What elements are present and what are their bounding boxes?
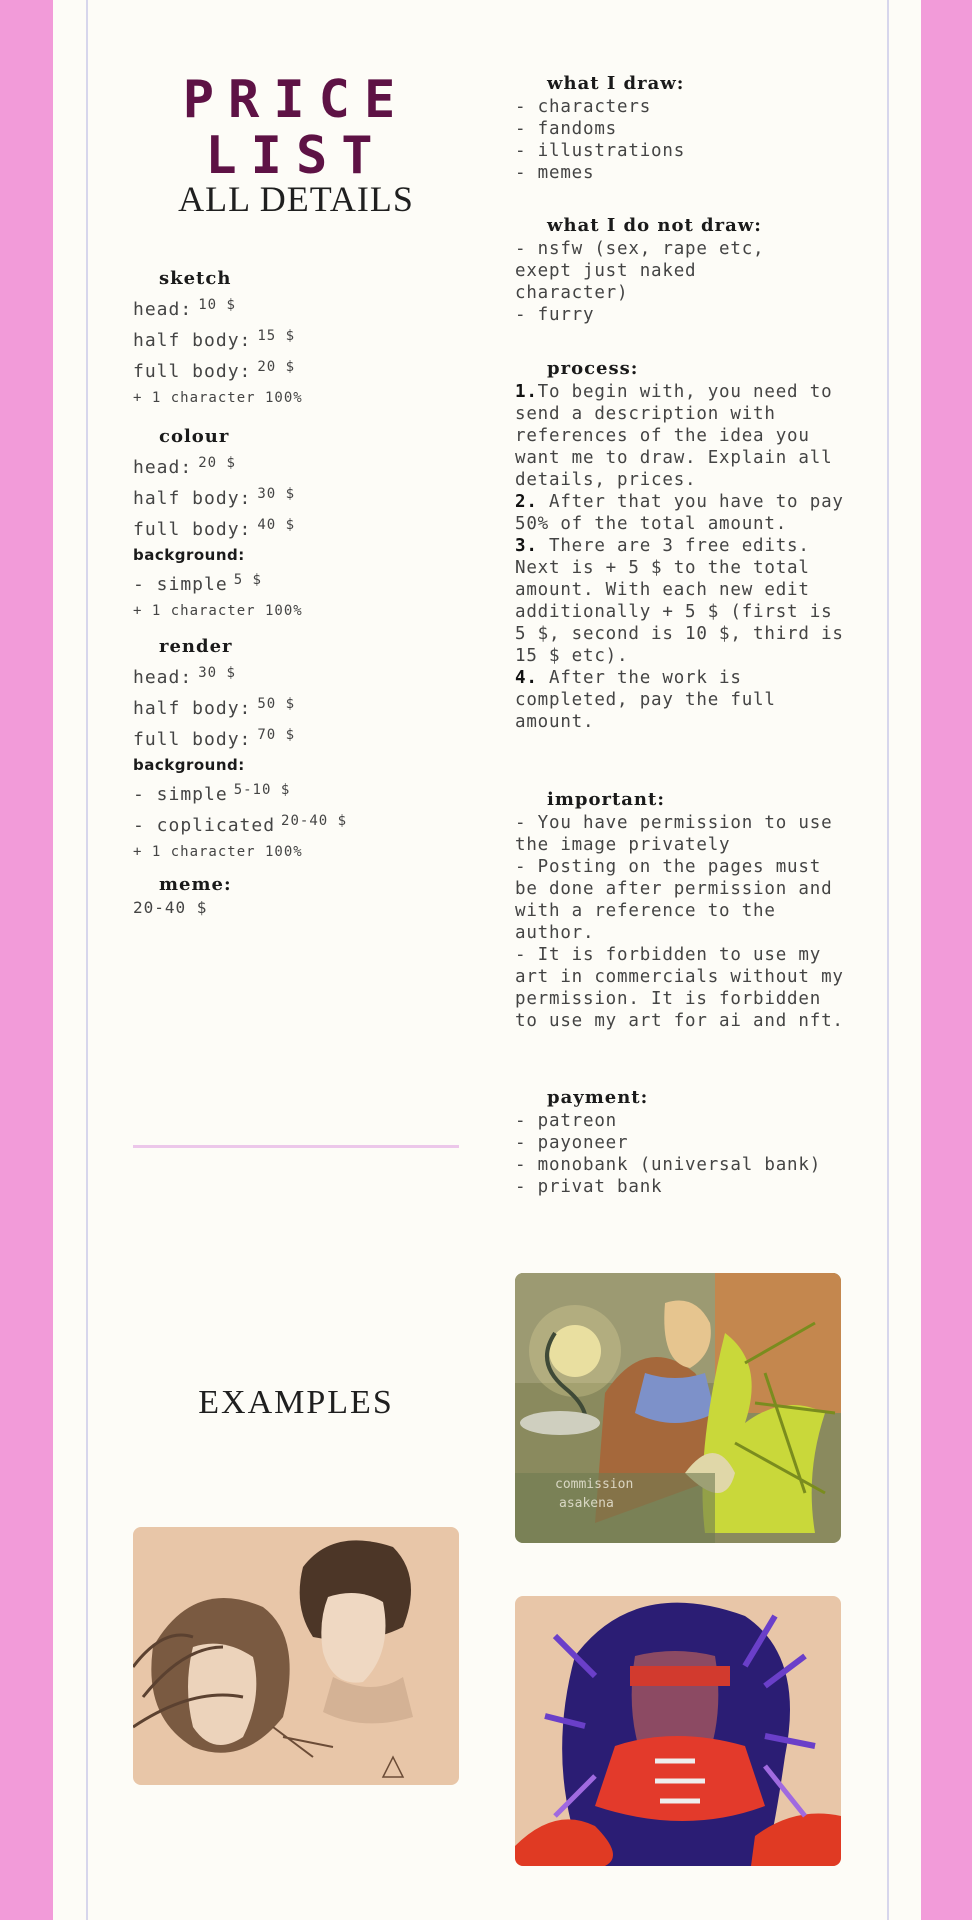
what-i-draw-item: - illustrations: [515, 141, 686, 161]
meme-price: 20-40 $: [133, 898, 208, 917]
sketch-heading: sketch: [159, 268, 232, 289]
payment-item: - payoneer: [515, 1133, 629, 1153]
example-image-sketch: [133, 1527, 459, 1785]
colour-section: [133, 424, 303, 624]
what-i-draw-item: - fandoms: [515, 119, 618, 139]
not-draw-heading: what I do not draw:: [547, 215, 762, 236]
what-i-draw-heading: what I draw:: [547, 73, 685, 94]
not-draw-line: - furry: [515, 305, 595, 325]
meme-heading: meme:: [159, 874, 232, 895]
example-image-colour: [515, 1596, 841, 1866]
section-divider: [133, 1145, 459, 1148]
example-image-illustration: [515, 1273, 841, 1543]
render-section: [133, 634, 347, 865]
payment-section: [515, 1086, 847, 1198]
process-step-3: 3. There are 3 free edits. Next is + 5 $ to the total amount. With each new edit additionally + 5 $ (first is 5 $, second is 10 $, third is 15 $ etc).: [515, 536, 844, 666]
render-head-row: head: $^{30 \$}$: [133, 665, 236, 688]
important-line: - It is forbidden to use my art in commercials without my permission. It is forbidden to use my art for ai and nft.: [515, 945, 844, 1031]
colour-heading: colour: [159, 426, 230, 447]
subtitle: ALL DETAILS: [178, 179, 414, 219]
important-section: [515, 788, 847, 1032]
render-simple-row: - simple $^{5-10 \$}$: [133, 782, 291, 805]
sketch-note: + 1 character 100%: [133, 390, 303, 406]
process-heading: process:: [547, 358, 639, 379]
payment-item: - privat bank: [515, 1177, 663, 1197]
meme-section: [133, 872, 232, 918]
watermark-text-2: asakena: [559, 1496, 614, 1511]
not-draw-line: exept just naked: [515, 261, 697, 281]
payment-item: - patreon: [515, 1111, 618, 1131]
colour-half-row: half body: $^{30 \$}$: [133, 486, 296, 509]
payment-item: - monobank (universal bank): [515, 1155, 822, 1175]
render-complicated-row: - coplicated $^{20-40 \$}$: [133, 813, 348, 836]
what-i-draw-section: [515, 72, 847, 184]
important-line: - Posting on the pages must be done after permission and with a reference to the author.: [515, 857, 833, 943]
process-section: [515, 357, 847, 733]
left-guide-line: [86, 0, 88, 1920]
what-i-draw-item: - characters: [515, 97, 652, 117]
render-background-label: background:: [133, 756, 245, 774]
process-step-2: 2. After that you have to pay 50% of the total amount.: [515, 492, 844, 534]
watermark-text-1: commission: [555, 1477, 634, 1492]
examples-heading: EXAMPLES: [198, 1384, 394, 1421]
title-line-1: PRICE: [182, 70, 410, 130]
sketch-head-row: head: $^{10 \$}$: [133, 297, 236, 320]
colour-head-row: head: $^{20 \$}$: [133, 455, 236, 478]
right-guide-line: [887, 0, 889, 1920]
process-step-1: 1.To begin with, you need to send a description with references of the idea you want me to draw. Explain all details, prices.: [515, 382, 833, 490]
render-note: + 1 character 100%: [133, 844, 303, 860]
title-line-2: LIST: [205, 126, 387, 186]
what-i-draw-item: - memes: [515, 163, 595, 183]
colour-full-row: full body: $^{40 \$}$: [133, 517, 296, 540]
payment-heading: payment:: [547, 1087, 649, 1108]
important-line: - You have permission to use the image privately: [515, 813, 833, 855]
render-full-row: full body: $^{70 \$}$: [133, 727, 296, 750]
sketch-half-row: half body: $^{15 \$}$: [133, 328, 296, 351]
sketch-full-row: full body: $^{20 \$}$: [133, 359, 296, 382]
colour-note: + 1 character 100%: [133, 603, 303, 619]
render-heading: render: [159, 636, 233, 657]
what-i-do-not-draw-section: [515, 214, 847, 326]
important-heading: important:: [547, 789, 665, 810]
render-half-row: half body: $^{50 \$}$: [133, 696, 296, 719]
not-draw-line: - nsfw (sex, rape etc,: [515, 239, 765, 259]
process-step-4: 4. After the work is completed, pay the full amount.: [515, 668, 776, 732]
sketch-section: [133, 266, 303, 411]
colour-background-label: background:: [133, 546, 245, 564]
not-draw-line: character): [515, 283, 629, 303]
colour-simple-row: - simple $^{5 \$}$: [133, 572, 262, 595]
